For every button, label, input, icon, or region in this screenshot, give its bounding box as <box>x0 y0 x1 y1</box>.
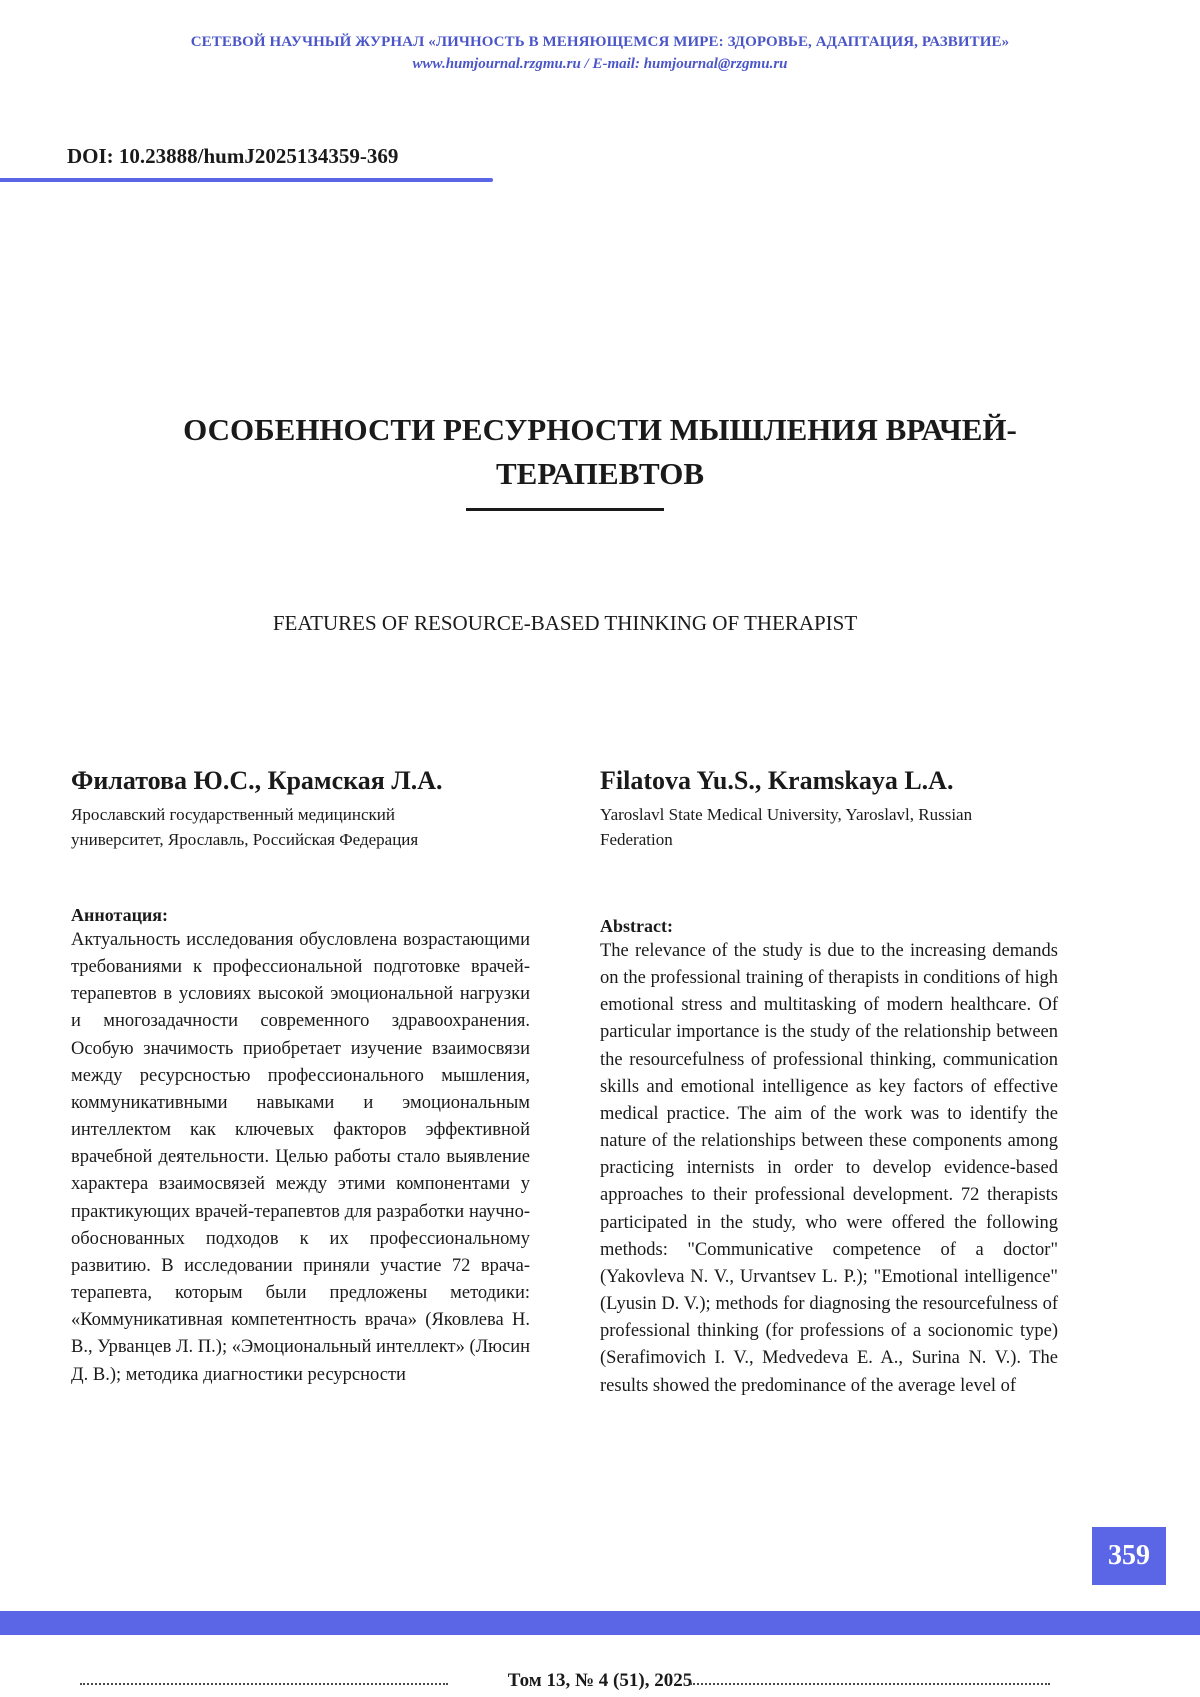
affiliation-ru <box>71 802 530 852</box>
footer-band <box>0 1611 1200 1635</box>
doi-underline <box>0 178 493 182</box>
abstract-block-ru <box>71 903 530 1389</box>
abstract-label-en: Abstract: <box>600 916 673 936</box>
authors-en: Filatova Yu.S., Kramskaya L.A. <box>600 766 954 795</box>
journal-name: СЕТЕВОЙ НАУЧНЫЙ ЖУРНАЛ «ЛИЧНОСТЬ В МЕНЯЮЩЕМСЯ МИРЕ: ЗДОРОВЬЕ, АДАПТАЦИЯ, РАЗВИТИЕ» <box>190 34 1010 50</box>
article-title-en: FEATURES OF RESOURCE-BASED THINKING OF THERAPIST <box>272 611 858 635</box>
page-number: 359 <box>1092 1527 1166 1585</box>
affiliation-ru-line-2: университет, Ярославль, Российская Федерация <box>71 830 419 849</box>
article-title-ru <box>100 408 1100 496</box>
title-divider <box>466 508 664 511</box>
abstract-text-en: The relevance of the study is due to the increasing demands on the professional training of therapists in conditions of high emotional stress and multitasking of modern healthcare. Of particular importance is the study of the relationship between the resourcefulness of professional thinking, communication skills and emotional intelligence as key factors of effective medical practice. The aim of the work was to identify the nature of the relationships between these components among practicing internists in order to develop evidence-based approaches to their professional development. 72 therapists participated in the study, who were offered the following methods: "Communicative competence of a doctor" (Yakovleva N. V., Urvantsev L. P.); "Emotional intelligence" (Lyusin D. V.); methods for diagnosing the resourcefulness of professional thinking (for professions of a socionomic type) (Serafimovich I. V., Medvedeva E. A., Surina N. V.). The results showed the predominance of the average level of <box>600 941 1058 1396</box>
abstract-block-en <box>600 914 1058 1400</box>
doi: DOI: 10.23888/humJ2025134359-369 <box>67 144 399 168</box>
authors-ru: Филатова Ю.С., Крамская Л.А. <box>71 766 443 795</box>
affiliation-en <box>600 802 1058 852</box>
affiliation-ru-line-1: Ярославский государственный медицинский <box>71 805 395 824</box>
abstract-text-ru: Актуальность исследования обусловлена возрастающими требованиями к профессиональной подготовке врачей-терапевтов в условиях высокой эмоциональной нагрузки и многозадачности современного здравоохранения. Особую значимость приобретает изучение взаимосвязи между ресурсностью профессионального мышления, коммуникативными навыками и эмоциональным интеллектом как ключевых факторов эффективной врачебной деятельности. Целью работы стало выявление характера взаимосвязей между этими компонентами у практикующих врачей-терапевтов для разработки научно-обоснованных подходов к их профессиональному развитию. В исследовании приняли участие 72 врача-терапевта, которым были предложены методики: «Коммуникативная компетентность врача» (Яковлева Н. В., Урванцев Л. П.); «Эмоциональный интеллект» (Люсин Д. В.); методика диагностики ресурсности <box>71 930 531 1385</box>
affiliation-en-line-2: Federation <box>600 830 673 849</box>
title-line-1: ОСОБЕННОСТИ РЕСУРНОСТИ МЫШЛЕНИЯ ВРАЧЕЙ- <box>183 412 1017 447</box>
authors-block-en <box>600 766 1058 852</box>
journal-contacts[interactable]: www.humjournal.rzgmu.ru / E-mail: humjournal@rzgmu.ru <box>412 56 788 72</box>
issue-info: Том 13, № 4 (51), 2025 <box>507 1670 693 1691</box>
abstract-label-ru: Аннотация: <box>71 905 169 925</box>
authors-block-ru <box>71 766 530 852</box>
affiliation-en-line-1: Yaroslavl State Medical University, Yaroslavl, Russian <box>600 805 973 824</box>
footer-dots-right <box>690 1683 1050 1685</box>
title-line-2: ТЕРАПЕВТОВ <box>495 456 705 491</box>
